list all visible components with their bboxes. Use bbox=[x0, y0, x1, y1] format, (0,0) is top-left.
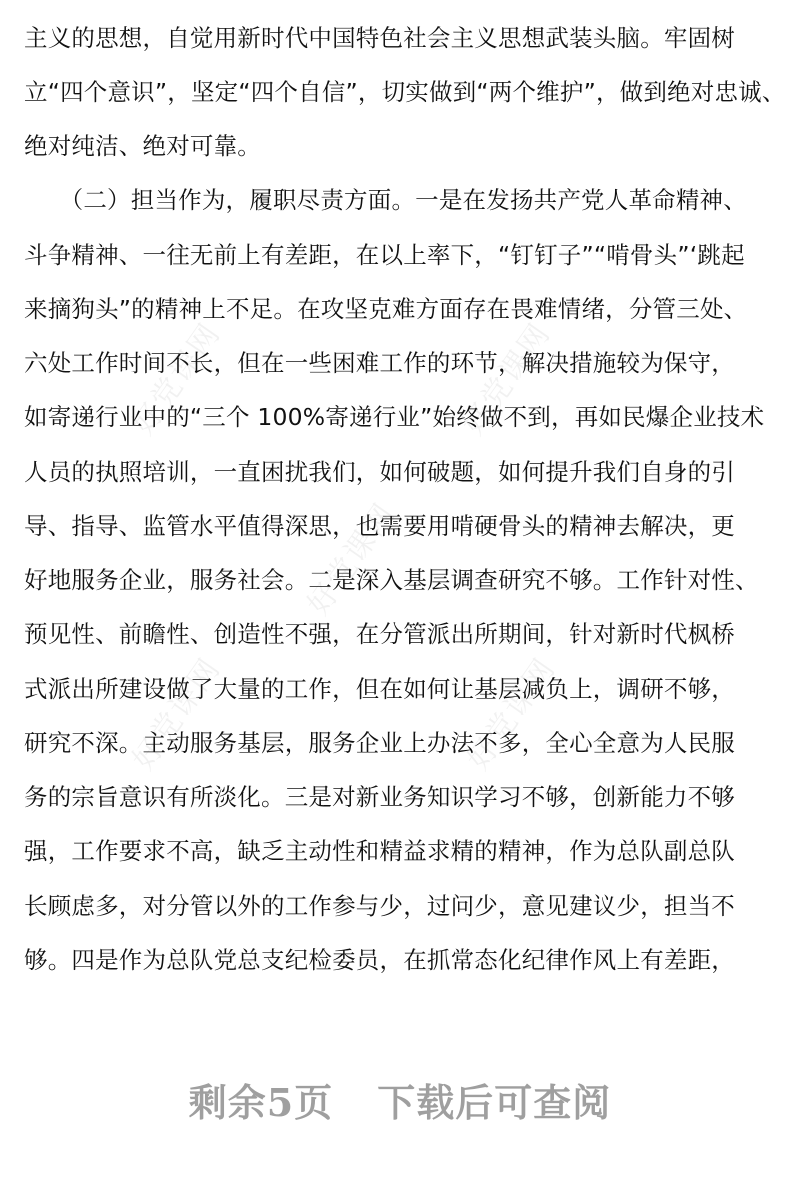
watermark: 好党课网 bbox=[460, 651, 563, 777]
text-line: 如寄递行业中的“三个 100%寄递行业”始终做不到，再如民爆企业技术 bbox=[24, 403, 765, 431]
text-line: 主义的思想，自觉用新时代中国特色社会主义思想武装头脑。牢固树 bbox=[24, 24, 735, 52]
download-prompt-banner[interactable] bbox=[0, 1072, 800, 1128]
text-line: 好地服务企业，服务社会。二是深入基层调查研究不够。工作针对性、 bbox=[24, 566, 759, 594]
watermark: 好党课网 bbox=[455, 316, 558, 442]
text-line: 绝对纯洁、绝对可靠。 bbox=[24, 132, 261, 160]
watermark: 好党课网 bbox=[125, 316, 228, 442]
text-line: 导、指导、监管水平值得深思，也需要用啃硬骨头的精神去解决，更 bbox=[24, 512, 735, 540]
text-line: 研究不深。主动服务基层，服务企业上办法不多，全心全意为人民服 bbox=[24, 729, 735, 757]
text-line: 式派出所建设做了大量的工作，但在如何让基层减负上，调研不够， bbox=[24, 675, 735, 703]
text-line: 务的宗旨意识有所淡化。三是对新业务知识学习不够，创新能力不够 bbox=[24, 783, 735, 811]
text-line: 斗争精神、一往无前上有差距，在以上率下，“钉钉子”“啃骨头”‘跳起 bbox=[24, 241, 745, 269]
text-line: 长顾虑多，对分管以外的工作参与少，过问少，意见建议少，担当不 bbox=[24, 892, 735, 920]
text-line: 来摘狗头”的精神上不足。在攻坚克难方面存在畏难情绪，分管三处、 bbox=[24, 295, 748, 323]
text-line: 够。四是作为总队党总支纪检委员，在抓常态化纪律作风上有差距， bbox=[24, 946, 735, 974]
watermark: 好党课网 bbox=[300, 496, 403, 622]
text-line: 人员的执照培训，一直困扰我们，如何破题，如何提升我们自身的引 bbox=[24, 458, 735, 486]
text-line: （二）担当作为，履职尽责方面。一是在发扬共产党人革命精神、 bbox=[24, 186, 747, 214]
text-line: 立“四个意识”，坚定“四个自信”，切实做到“两个维护”，做到绝对忠诚、 bbox=[24, 78, 786, 106]
watermark: 好党课网 bbox=[125, 651, 228, 777]
remaining-pages-label: 剩余5页 bbox=[188, 1080, 334, 1125]
text-line: 六处工作时间不长，但在一些困难工作的环节，解决措施较为保守， bbox=[24, 349, 735, 377]
text-line: 预见性、前瞻性、创造性不强，在分管派出所期间，针对新时代枫桥 bbox=[24, 620, 735, 648]
text-line: 强，工作要求不高，缺乏主动性和精益求精的精神，作为总队副总队 bbox=[24, 837, 735, 865]
download-to-view-label[interactable]: 下载后可查阅 bbox=[377, 1080, 612, 1125]
